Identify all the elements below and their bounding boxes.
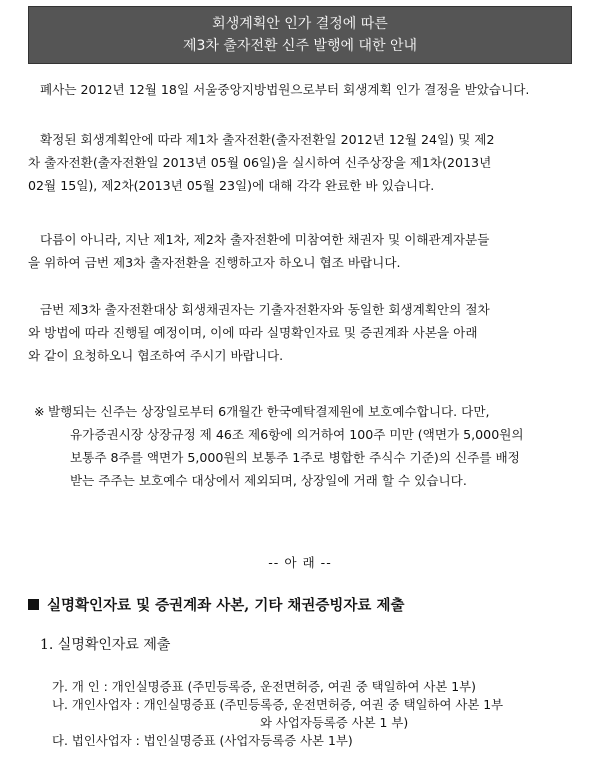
notice-title-box — [28, 6, 572, 64]
note-line: 보통주 8주를 액면가 5,000원의 보통주 1주로 병합한 주식수 기준)의 신주를 배정 — [70, 450, 520, 465]
title-line-1: 회생계획안 인가 결정에 따른 — [212, 16, 388, 32]
note-line: 발행되는 신주는 상장일로부터 6개월간 한국예탁결제원에 보호예수합니다. 다만, — [48, 404, 490, 419]
list-item: 가. 개 인 : 개인실명증표 (주민등록증, 운전면허증, 여권 중 택일하여 사본 1부) — [52, 679, 476, 694]
note-line: 유가증권시장 상장규정 제 46조 제6항에 의거하여 100주 미만 (액면가 5,000원의 — [70, 427, 524, 442]
list-item: 나. 개인사업자 : 개인실명증표 (주민등록증, 운전면허증, 여권 중 택일하여 사본 1부 — [52, 697, 504, 712]
sub-heading: 1. 실명확인자료 제출 — [40, 637, 171, 653]
paragraph-line: 차 출자전환(출자전환일 2013년 05월 06일)을 실시하여 신주상장을 제1차(2013년 — [28, 155, 492, 170]
reference-mark: ※ — [34, 404, 45, 419]
list-item-continuation: 와 사업자등록증 사본 1 부) — [260, 715, 409, 730]
paragraph-line: 을 위하여 금번 제3차 출자전환을 진행하고자 하오니 협조 바랍니다. — [28, 255, 401, 270]
paragraph-line: 와 방법에 따라 진행될 예정이며, 이에 따라 실명확인자료 및 증권계좌 사본을 아래 — [28, 325, 478, 340]
title-line-2: 제3차 출자전환 신주 발행에 대한 안내 — [182, 38, 418, 54]
list-item: 다. 법인사업자 : 법인실명증표 (사업자등록증 사본 1부) — [52, 733, 353, 748]
paragraph-line: 확정된 회생계획안에 따라 제1차 출자전환(출자전환일 2012년 12월 24일) 및 제2 — [40, 132, 495, 147]
below-divider-text: -- 아 래 -- — [268, 555, 332, 570]
required-documents-list — [52, 678, 503, 750]
section-heading — [28, 594, 405, 615]
paragraph-2 — [28, 128, 574, 197]
paragraph-line: 다름이 아니라, 지난 제1차, 제2차 출자전환에 미참여한 채권자 및 이해관계자분들 — [40, 232, 490, 247]
paragraph-3 — [28, 228, 574, 274]
black-square-icon — [28, 599, 39, 610]
paragraph-line: 02월 15일), 제2차(2013년 05월 23일)에 대해 각각 완료한 바 있습니다. — [28, 178, 435, 193]
paragraph-4 — [28, 298, 574, 367]
paragraph-line: 폐사는 2012년 12월 18일 서울중앙지방법원으로부터 회생계획 인가 결정을 받았습니다. — [40, 82, 530, 97]
paragraph-line: 금번 제3차 출자전환대상 회생채권자는 기출자전환자와 동일한 회생계획안의 절차 — [40, 302, 490, 317]
note-line: 받는 주주는 보호예수 대상에서 제외되며, 상장일에 거래 할 수 있습니다. — [70, 473, 467, 488]
protection-deposit-note — [28, 400, 574, 492]
paragraph-line: 와 같이 요청하오니 협조하여 주시기 바랍니다. — [28, 348, 284, 363]
paragraph-1 — [28, 78, 574, 101]
section-heading-text: 실명확인자료 및 증권계좌 사본, 기타 채권증빙자료 제출 — [47, 597, 405, 614]
